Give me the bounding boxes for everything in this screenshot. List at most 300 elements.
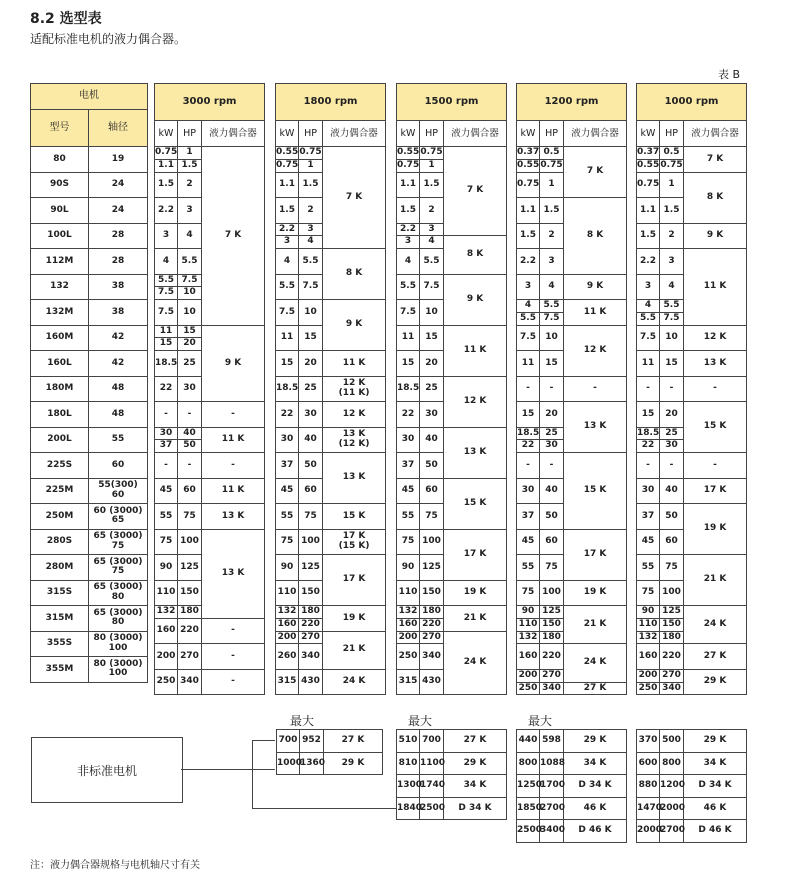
hp-value: 100: [660, 580, 684, 606]
kw-value: 200: [276, 631, 299, 644]
hp-value: 800: [660, 752, 684, 775]
hp-value: 2: [540, 223, 564, 249]
kw-value: 160: [637, 644, 660, 670]
motor-model: 80: [31, 147, 89, 173]
coupling-value: 13 K: [684, 351, 747, 377]
hp-value: 15: [660, 351, 684, 377]
coupling-value: 12 K: [564, 325, 627, 376]
kw-value: 15: [155, 338, 178, 351]
coupling-value: 15 K: [684, 402, 747, 453]
motor-header: 电机: [31, 84, 148, 110]
kw-value: 75: [276, 529, 299, 555]
coupling-value: 34 K: [564, 752, 627, 775]
hp-value: 75: [420, 504, 444, 530]
motor-model: 315M: [31, 606, 89, 632]
coupling-value: 9 K: [202, 325, 265, 402]
kw-value: 7.5: [397, 300, 420, 326]
connector-line: [181, 769, 275, 770]
rpm-table: [516, 83, 627, 695]
motor-model: 180M: [31, 376, 89, 402]
coupling-value: 13 K: [323, 453, 386, 504]
motor-shaft: 65 (3000) 80: [89, 580, 148, 606]
kw-value: 0.75: [397, 159, 420, 172]
hp-value: 10: [660, 325, 684, 351]
hp-value: 0.75: [540, 159, 564, 172]
coupling-value: 8 K: [323, 249, 386, 300]
hp-value: 1: [660, 172, 684, 198]
hp-value: 25: [178, 351, 202, 377]
hp-value: 4: [660, 274, 684, 300]
hp-value: 180: [420, 606, 444, 619]
hp-value: 220: [178, 618, 202, 644]
coupling-value: 7 K: [323, 147, 386, 249]
kw-value: -: [155, 402, 178, 428]
kw-value: 3: [276, 236, 299, 249]
kw-value: -: [517, 376, 540, 402]
kw-value: 2500: [517, 820, 540, 843]
kw-value: 90: [397, 555, 420, 581]
coupling-value: 9 K: [323, 300, 386, 351]
motor-model: 132: [31, 274, 89, 300]
kw-value: 1840: [397, 797, 420, 820]
kw-value: 1.5: [397, 198, 420, 224]
hp-value: 5.5: [660, 300, 684, 313]
hp-value: 4: [540, 274, 564, 300]
kw-header: kW: [397, 121, 420, 147]
hp-value: 40: [178, 427, 202, 440]
hp-value: 270: [420, 631, 444, 644]
hp-value: 7.5: [660, 312, 684, 325]
hp-value: -: [540, 376, 564, 402]
hp-value: 60: [299, 478, 323, 504]
hp-value: 50: [660, 504, 684, 530]
hp-value: 60: [178, 478, 202, 504]
motor-shaft: 28: [89, 223, 148, 249]
kw-value: 1.1: [517, 198, 540, 224]
motor-model: 225M: [31, 478, 89, 504]
coupling-value: 11 K: [202, 427, 265, 453]
max-label: 最大: [528, 714, 553, 728]
kw-value: 5.5: [155, 274, 178, 287]
coupling-value: 21 K: [564, 606, 627, 644]
kw-value: 22: [637, 440, 660, 453]
kw-value: 1.5: [637, 223, 660, 249]
kw-value: 7.5: [155, 300, 178, 326]
hp-value: 1.5: [540, 198, 564, 224]
coupling-value: 7 K: [202, 147, 265, 326]
hp-value: 2700: [540, 797, 564, 820]
hp-value: 1100: [420, 752, 444, 775]
rpm-table: [275, 83, 386, 695]
kw-value: 30: [276, 427, 299, 453]
coupling-value: 46 K: [684, 797, 747, 820]
hp-value: -: [178, 453, 202, 479]
coupling-value: 29 K: [444, 752, 507, 775]
coupling-value: 13 K: [202, 529, 265, 618]
hp-value: 3: [299, 223, 323, 236]
motor-model: 250M: [31, 504, 89, 530]
kw-header: kW: [637, 121, 660, 147]
kw-value: 200: [517, 669, 540, 682]
motor-model: 112M: [31, 249, 89, 275]
kw-value: 22: [155, 376, 178, 402]
hp-value: 2700: [660, 820, 684, 843]
motor-model: 200L: [31, 427, 89, 453]
kw-value: 5.5: [637, 312, 660, 325]
kw-value: 132: [155, 606, 178, 619]
kw-value: 11: [397, 325, 420, 351]
hp-value: 180: [299, 606, 323, 619]
kw-value: 7.5: [637, 325, 660, 351]
section-subtitle: 适配标准电机的液力偶合器。: [30, 32, 187, 46]
coupling-value: 13 K (12 K): [323, 427, 386, 453]
kw-value: 810: [397, 752, 420, 775]
coupling-value: D 46 K: [564, 820, 627, 843]
kw-value: 55: [397, 504, 420, 530]
hp-value: 40: [299, 427, 323, 453]
coupling-value: 12 K (11 K): [323, 376, 386, 402]
kw-header: kW: [276, 121, 299, 147]
kw-value: 2000: [637, 820, 660, 843]
kw-value: 132: [517, 631, 540, 644]
kw-value: 37: [155, 440, 178, 453]
coupling-value: 13 K: [564, 402, 627, 453]
coupling-value: 12 K: [684, 325, 747, 351]
max-label: 最大: [408, 714, 433, 728]
kw-value: 4: [637, 300, 660, 313]
kw-value: 5.5: [517, 312, 540, 325]
kw-value: 440: [517, 730, 540, 753]
hp-value: 20: [299, 351, 323, 377]
kw-value: 1.1: [397, 172, 420, 198]
coupling-value: 7 K: [684, 147, 747, 173]
hp-value: 430: [420, 669, 444, 695]
hp-value: 1: [178, 147, 202, 160]
motor-model-header: 型号: [31, 110, 89, 147]
kw-value: 132: [276, 606, 299, 619]
coupling-value: 24 K: [444, 631, 507, 695]
hp-value: 75: [299, 504, 323, 530]
kw-value: 2.2: [517, 249, 540, 275]
coupling-value: 29 K: [564, 730, 627, 753]
hp-value: 15: [420, 325, 444, 351]
hp-value: 40: [540, 478, 564, 504]
coupling-value: 29 K: [684, 669, 747, 695]
coupling-value: 29 K: [324, 752, 383, 775]
hp-value: 340: [660, 682, 684, 695]
kw-value: 250: [637, 682, 660, 695]
kw-value: 250: [397, 644, 420, 670]
hp-value: 340: [420, 644, 444, 670]
hp-value: 180: [540, 631, 564, 644]
coupling-value: D 34 K: [684, 775, 747, 798]
hp-value: 2: [420, 198, 444, 224]
kw-value: 315: [276, 669, 299, 695]
kw-value: 880: [637, 775, 660, 798]
motor-shaft: 24: [89, 198, 148, 224]
coupling-value: -: [202, 453, 265, 479]
hp-value: 7.5: [299, 274, 323, 300]
coupling-value: 17 K: [444, 529, 507, 580]
coupling-value: 27 K: [564, 682, 627, 695]
kw-value: 45: [397, 478, 420, 504]
connector-line: [252, 808, 396, 809]
hp-value: 1: [299, 159, 323, 172]
motor-shaft: 38: [89, 300, 148, 326]
coupling-value: 11 K: [202, 478, 265, 504]
coupling-value: 24 K: [684, 606, 747, 644]
hp-value: 2: [299, 198, 323, 224]
kw-value: 160: [276, 618, 299, 631]
hp-value: 5.5: [299, 249, 323, 275]
kw-value: 110: [276, 580, 299, 606]
kw-value: 90: [276, 555, 299, 581]
kw-value: 1.1: [276, 172, 299, 198]
motor-shaft: 42: [89, 325, 148, 351]
kw-value: 37: [517, 504, 540, 530]
kw-value: -: [155, 453, 178, 479]
kw-value: 250: [155, 669, 178, 695]
kw-value: 0.37: [637, 147, 660, 160]
coupling-value: 9 K: [684, 223, 747, 249]
kw-value: 18.5: [517, 427, 540, 440]
nonstandard-motor-box: [31, 737, 183, 803]
hp-value: -: [540, 453, 564, 479]
motor-model: 180L: [31, 402, 89, 428]
hp-header: HP: [660, 121, 684, 147]
coupling-value: D 46 K: [684, 820, 747, 843]
kw-value: 260: [276, 644, 299, 670]
kw-value: 1.5: [517, 223, 540, 249]
hp-value: 10: [420, 300, 444, 326]
hp-value: 150: [660, 618, 684, 631]
kw-value: 30: [155, 427, 178, 440]
hp-value: -: [178, 402, 202, 428]
kw-value: 5.5: [276, 274, 299, 300]
hp-value: 20: [660, 402, 684, 428]
hp-value: 2: [178, 172, 202, 198]
kw-value: 11: [276, 325, 299, 351]
hp-value: 700: [420, 730, 444, 753]
hp-value: 125: [299, 555, 323, 581]
kw-value: 90: [517, 606, 540, 619]
kw-value: 1470: [637, 797, 660, 820]
motor-model: 355M: [31, 657, 89, 683]
hp-value: 3: [420, 223, 444, 236]
coupling-value: 46 K: [564, 797, 627, 820]
max-label: 最大: [290, 714, 315, 728]
kw-value: 1000: [277, 752, 300, 775]
kw-value: 160: [517, 644, 540, 670]
hp-value: 270: [299, 631, 323, 644]
hp-value: 270: [178, 644, 202, 670]
kw-value: 7.5: [155, 287, 178, 300]
hp-value: 30: [299, 402, 323, 428]
kw-value: 75: [155, 529, 178, 555]
motor-shaft: 42: [89, 351, 148, 377]
hp-value: 25: [660, 427, 684, 440]
coupling-value: 11 K: [323, 351, 386, 377]
kw-value: 510: [397, 730, 420, 753]
hp-value: 20: [540, 402, 564, 428]
kw-value: 75: [637, 580, 660, 606]
hp-value: 1.5: [299, 172, 323, 198]
nonstandard-motor-label: 非标准电机: [76, 763, 137, 778]
coupling-value: 19 K: [444, 580, 507, 606]
rpm-header: 3000 rpm: [155, 84, 265, 121]
kw-value: 2.2: [637, 249, 660, 275]
kw-value: 45: [276, 478, 299, 504]
hp-value: 150: [540, 618, 564, 631]
motor-shaft-header: 轴径: [89, 110, 148, 147]
kw-value: 37: [637, 504, 660, 530]
hp-value: 150: [420, 580, 444, 606]
motor-shaft: 65 (3000) 75: [89, 529, 148, 555]
hp-value: 0.75: [660, 159, 684, 172]
kw-value: 3: [155, 223, 178, 249]
kw-value: -: [637, 376, 660, 402]
hp-value: 2500: [420, 797, 444, 820]
motor-shaft: 60 (3000) 65: [89, 504, 148, 530]
coupling-value: 19 K: [323, 606, 386, 632]
motor-shaft: 38: [89, 274, 148, 300]
kw-value: 75: [517, 580, 540, 606]
coupling-value: -: [684, 453, 747, 479]
kw-value: 1.5: [276, 198, 299, 224]
coupling-value: -: [202, 644, 265, 670]
motor-shaft: 48: [89, 376, 148, 402]
coupling-value: 17 K: [684, 478, 747, 504]
motor-shaft: 80 (3000) 100: [89, 657, 148, 683]
hp-value: -: [660, 376, 684, 402]
hp-value: 0.75: [299, 147, 323, 160]
hp-value: 220: [420, 618, 444, 631]
hp-value: 220: [299, 618, 323, 631]
motor-table: [30, 83, 148, 683]
kw-value: 22: [397, 402, 420, 428]
kw-value: 4: [397, 249, 420, 275]
hp-value: 500: [660, 730, 684, 753]
kw-value: 30: [397, 427, 420, 453]
hp-value: 5.5: [540, 300, 564, 313]
kw-value: 200: [155, 644, 178, 670]
hp-value: 1360: [300, 752, 324, 775]
motor-model: 315S: [31, 580, 89, 606]
motor-model: 280S: [31, 529, 89, 555]
kw-value: 1.1: [637, 198, 660, 224]
coupling-value: -: [684, 376, 747, 402]
motor-shaft: 60: [89, 453, 148, 479]
hp-value: 0.5: [660, 147, 684, 160]
motor-model: 100L: [31, 223, 89, 249]
hp-value: 100: [420, 529, 444, 555]
rpm-header: 1500 rpm: [397, 84, 507, 121]
hp-value: 10: [178, 287, 202, 300]
kw-value: 37: [397, 453, 420, 479]
kw-value: 2.2: [155, 198, 178, 224]
coupling-value: 27 K: [324, 730, 383, 753]
motor-model: 90L: [31, 198, 89, 224]
kw-value: 3: [637, 274, 660, 300]
coupling-value: D 34 K: [564, 775, 627, 798]
section-heading: 8.2 选型表: [30, 11, 102, 27]
hp-value: 125: [660, 606, 684, 619]
hp-value: 1: [420, 159, 444, 172]
hp-value: 598: [540, 730, 564, 753]
kw-value: 90: [637, 606, 660, 619]
motor-model: 225S: [31, 453, 89, 479]
hp-header: HP: [299, 121, 323, 147]
kw-value: 700: [277, 730, 300, 753]
kw-value: 4: [276, 249, 299, 275]
hp-value: 0.5: [540, 147, 564, 160]
connector-line: [252, 740, 253, 809]
coupling-value: 21 K: [444, 606, 507, 632]
coupling-value: -: [202, 618, 265, 644]
kw-value: 1850: [517, 797, 540, 820]
kw-value: 0.75: [637, 172, 660, 198]
hp-value: 4: [178, 223, 202, 249]
kw-value: 0.55: [637, 159, 660, 172]
hp-value: 180: [178, 606, 202, 619]
connector-line: [252, 740, 275, 741]
kw-value: 200: [637, 669, 660, 682]
kw-value: 11: [155, 325, 178, 338]
kw-value: 600: [637, 752, 660, 775]
hp-value: 1: [540, 172, 564, 198]
motor-shaft: 65 (3000) 80: [89, 606, 148, 632]
hp-value: 4: [299, 236, 323, 249]
rpm-table: [154, 83, 265, 695]
hp-value: 2000: [660, 797, 684, 820]
kw-value: 18.5: [397, 376, 420, 402]
hp-value: 10: [299, 300, 323, 326]
coupling-value: 8 K: [564, 198, 627, 275]
coupling-value: 17 K: [323, 555, 386, 606]
kw-value: 1.1: [155, 159, 178, 172]
coupling-value: 21 K: [684, 555, 747, 606]
hp-header: HP: [420, 121, 444, 147]
hp-value: 340: [178, 669, 202, 695]
hp-header: HP: [178, 121, 202, 147]
coupling-value: 8 K: [684, 172, 747, 223]
coupling-value: 24 K: [564, 644, 627, 682]
hp-value: 50: [299, 453, 323, 479]
coupling-value: 12 K: [444, 376, 507, 427]
kw-value: 370: [637, 730, 660, 753]
hp-value: 50: [178, 440, 202, 453]
footnote: 注：液力偶合器规格与电机轴尺寸有关: [30, 860, 200, 871]
motor-model: 160L: [31, 351, 89, 377]
hp-value: 7.5: [420, 274, 444, 300]
coupling-header: 液力偶合器: [564, 121, 627, 147]
hp-value: 0.75: [420, 147, 444, 160]
coupling-value: -: [564, 376, 627, 402]
kw-value: 90: [155, 555, 178, 581]
coupling-header: 液力偶合器: [444, 121, 507, 147]
kw-value: 11: [637, 351, 660, 377]
rpm-table: [636, 83, 747, 695]
hp-value: 1.5: [178, 159, 202, 172]
coupling-value: 15 K: [564, 453, 627, 530]
hp-value: 1.5: [660, 198, 684, 224]
kw-value: 30: [637, 478, 660, 504]
kw-value: 55: [517, 555, 540, 581]
kw-value: 5.5: [397, 274, 420, 300]
hp-value: 220: [660, 644, 684, 670]
motor-shaft: 28: [89, 249, 148, 275]
kw-value: 110: [397, 580, 420, 606]
